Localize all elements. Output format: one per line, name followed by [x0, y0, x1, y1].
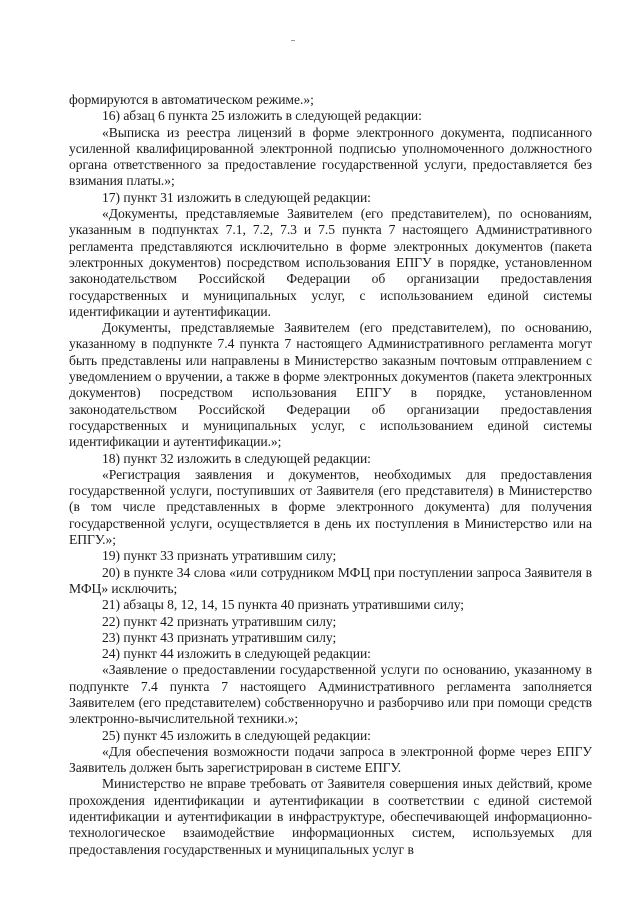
paragraph: «Регистрация заявления и документов, необходимых для предоставления государственной услуги, поступивших от Заявителя (его представителя) в Министерство (в том числе представленных в форме электронного документа) для получения государственной услуги, осуществляется в день их поступления в Министерство или на ЕПГУ.»;	[69, 466, 592, 548]
paragraph: 16) абзац 6 пункта 25 изложить в следующей редакции:	[102, 108, 422, 124]
paragraph: Министерство не вправе требовать от Заявителя совершения иных действий, кроме прохождения идентификации и аутентификации в соответствии с единой системой идентификации и аутентификации в инфраструктуре, обеспечивающей информационно-технологическое взаимодействие информационных систем, используемых для предоставления государственных и муниципальных услуг в	[69, 776, 592, 857]
paragraph: 20) в пункте 34 слова «или сотрудником МФЦ при поступлении запроса Заявителя в МФЦ» исключить;	[69, 564, 592, 596]
paragraph: 24) пункт 44 изложить в следующей редакции:	[102, 646, 371, 662]
paragraph: 19) пункт 33 признать утратившим силу;	[102, 548, 337, 564]
paragraph: 23) пункт 43 признать утратившим силу;	[102, 629, 337, 645]
document-body	[69, 92, 592, 858]
paragraph: «Для обеспечения возможности подачи запроса в электронной форме через ЕПГУ Заявитель должен быть зарегистрирован в системе ЕПГУ.	[69, 743, 592, 776]
paragraph: 22) пункт 42 признать утратившим силу;	[102, 613, 337, 629]
paragraph: «Заявление о предоставлении государственной услуги по основанию, указанному в подпункте 7.4 пункта 7 настоящего Административного регламента заполняется Заявителем (его представителем) собственноручно и разборчиво или при помощи средств электронно-вычислительной техники.»;	[69, 662, 592, 727]
paragraph: формируются в автоматическом режиме.»;	[69, 92, 314, 107]
scan-mark	[291, 40, 295, 41]
paragraph: Документы, представляемые Заявителем (его представителем), по основанию, указанному в подпункте 7.4 пункта 7 настоящего Административного регламента могут быть представлены или направлены в Министерство заказным почтовым отправлением с уведомлением о вручении, а также в форме электронных документов (пакета электронных документов) посредством использования ЕПГУ в порядке, установленном законодательством Российской Федерации об организации предоставления государственных и муниципальных услуг, с использованием единой системы идентификации и аутентификации.»;	[69, 320, 592, 450]
paragraph: «Документы, представляемые Заявителем (его представителем), по основаниям, указанным в подпунктах 7.1, 7.2, 7.3 и 7.5 пункта 7 настоящего Административного регламента представляются исключительно в форме электронных документов (пакета электронных документов) посредством использования ЕПГУ в порядке, установленном законодательством Российской Федерации об организации предоставления государственных и муниципальных услуг, с использованием единой системы идентификации и аутентификации.	[69, 206, 592, 319]
paragraph: 17) пункт 31 изложить в следующей редакции:	[102, 189, 371, 205]
paragraph: 18) пункт 32 изложить в следующей редакции:	[102, 450, 371, 466]
paragraph: 21) абзацы 8, 12, 14, 15 пункта 40 признать утратившими силу;	[102, 597, 465, 613]
paragraph: «Выписка из реестра лицензий в форме электронного документа, подписанного усиленной квалифицированной электронной подписью уполномоченного должностного органа ответственного за предоставление государственной услуги, предоставляется без взимания платы.»;	[69, 124, 592, 189]
paragraph: 25) пункт 45 изложить в следующей редакции:	[102, 727, 371, 743]
